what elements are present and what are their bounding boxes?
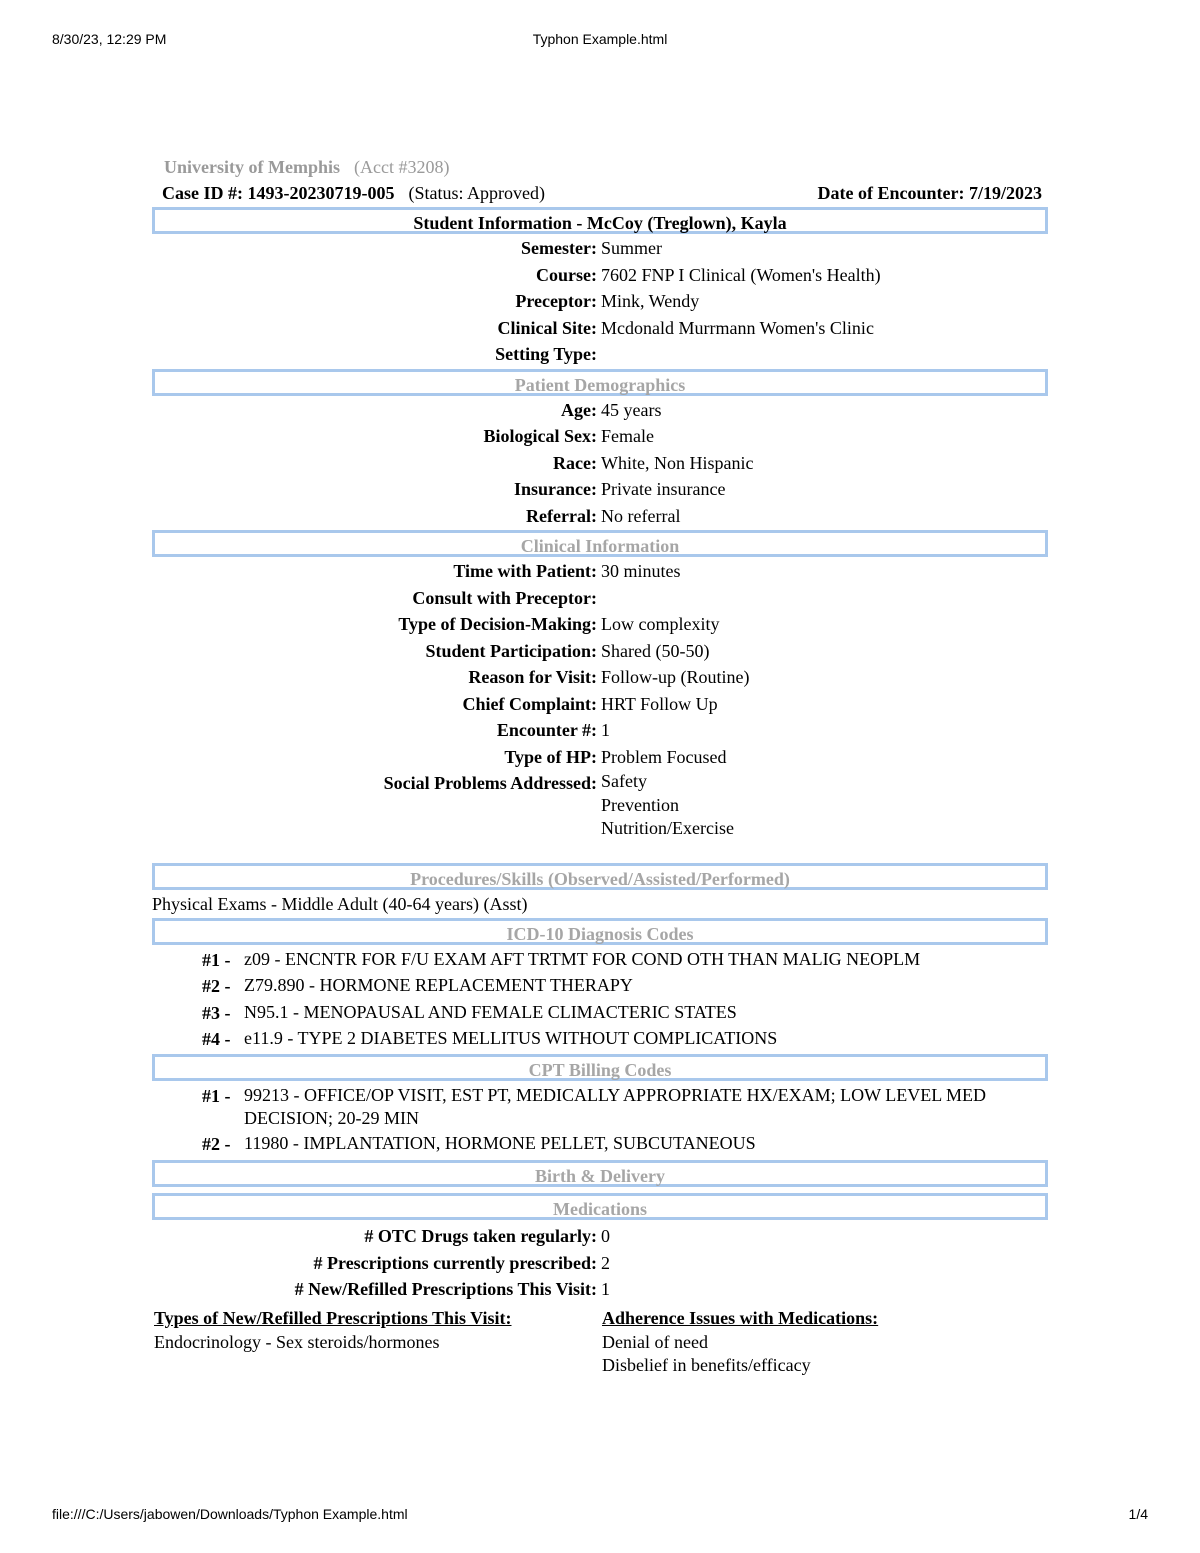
prescription-types-list bbox=[154, 1331, 600, 1355]
procedure-item: Physical Exams - Middle Adult (40-64 years) (Asst) bbox=[152, 893, 528, 914]
field-value: Shared (50-50) bbox=[601, 640, 710, 661]
procedure-items bbox=[152, 891, 1048, 917]
field-value: 0 bbox=[601, 1226, 610, 1246]
field-row bbox=[152, 423, 1048, 450]
field-row bbox=[152, 638, 1048, 665]
cpt-codes bbox=[152, 1082, 1048, 1158]
field-label: Chief Complaint: bbox=[462, 693, 597, 714]
field-label: Consult with Preceptor: bbox=[412, 587, 597, 608]
field-value: Female bbox=[601, 426, 654, 446]
field-label: Preceptor: bbox=[515, 291, 597, 311]
field-label: Reason for Visit: bbox=[468, 667, 597, 687]
code-text: z09 - ENCNTR FOR F/U EXAM AFT TRTMT FOR COND OTH THAN MALIG NEOPLM bbox=[244, 948, 921, 969]
field-value bbox=[601, 585, 1048, 612]
code-number: #2 - bbox=[202, 976, 231, 996]
code-row bbox=[152, 1000, 1048, 1027]
code-text: N95.1 - MENOPAUSAL AND FEMALE CLIMACTERIC STATES bbox=[244, 1001, 737, 1022]
print-header-datetime: 8/30/23, 12:29 PM bbox=[52, 31, 167, 47]
field-row bbox=[152, 450, 1048, 477]
code-row bbox=[152, 1083, 1048, 1131]
student-fields bbox=[152, 235, 1048, 368]
field-row bbox=[152, 476, 1048, 503]
adherence-item: Disbelief in benefits/efficacy bbox=[602, 1355, 811, 1375]
field-value: Mcdonald Murrmann Women's Clinic bbox=[601, 317, 874, 338]
code-row bbox=[152, 1131, 1048, 1158]
field-value: 2 bbox=[601, 1252, 610, 1273]
field-row bbox=[152, 1250, 1048, 1277]
field-row bbox=[152, 288, 1048, 315]
field-label: Type of HP: bbox=[504, 746, 597, 767]
field-row bbox=[152, 262, 1048, 289]
code-number: #2 - bbox=[202, 1133, 231, 1154]
field-label: Type of Decision-Making: bbox=[398, 614, 597, 634]
code-text: 11980 - IMPLANTATION, HORMONE PELLET, SUBCUTANEOUS bbox=[244, 1132, 756, 1153]
demographics-fields bbox=[152, 397, 1048, 530]
field-row bbox=[152, 1276, 1048, 1303]
code-number: #1 - bbox=[202, 949, 231, 970]
code-row bbox=[152, 1026, 1048, 1053]
field-value: 1 bbox=[601, 1279, 610, 1299]
field-value: Low complexity bbox=[601, 614, 720, 634]
adherence-heading: Adherence Issues with Medications: bbox=[602, 1307, 879, 1328]
print-footer-page: 1/4 bbox=[1128, 1506, 1148, 1522]
field-label: Encounter #: bbox=[496, 720, 597, 740]
field-value: 30 minutes bbox=[601, 561, 681, 581]
date-of-encounter: Date of Encounter: 7/19/2023 bbox=[817, 183, 1042, 203]
field-row bbox=[152, 503, 1048, 530]
medication-fields bbox=[152, 1221, 1048, 1303]
icd10-codes bbox=[152, 946, 1048, 1053]
clinical-fields bbox=[152, 558, 1048, 770]
field-label: # Prescriptions currently prescribed: bbox=[313, 1252, 597, 1273]
code-text: 99213 - OFFICE/OP VISIT, EST PT, MEDICALLY APPROPRIATE HX/EXAM; LOW LEVEL MED DECISION; 20-29 MIN bbox=[244, 1084, 987, 1128]
field-label: Time with Patient: bbox=[453, 561, 597, 581]
field-value: 7602 FNP I Clinical (Women's Health) bbox=[601, 264, 881, 285]
section-clinical-information: Clinical Information bbox=[152, 530, 1048, 557]
field-row bbox=[152, 315, 1048, 342]
social-problem-item: Nutrition/Exercise bbox=[601, 818, 734, 838]
case-line bbox=[152, 180, 1048, 206]
social-problem-item: Safety bbox=[601, 771, 647, 791]
field-row bbox=[152, 558, 1048, 585]
field-value: Summer bbox=[601, 238, 662, 258]
field-label: # OTC Drugs taken regularly: bbox=[364, 1226, 597, 1246]
field-label: Clinical Site: bbox=[497, 317, 597, 338]
field-row bbox=[152, 397, 1048, 424]
field-value bbox=[601, 341, 1048, 368]
section-student-information: Student Information - McCoy (Treglown), Kayla bbox=[152, 207, 1048, 234]
field-value: HRT Follow Up bbox=[601, 693, 718, 714]
field-label: Biological Sex: bbox=[483, 426, 597, 446]
prescription-types-heading: Types of New/Refilled Prescriptions This Visit: bbox=[154, 1307, 512, 1328]
code-text: e11.9 - TYPE 2 DIABETES MELLITUS WITHOUT COMPLICATIONS bbox=[244, 1028, 778, 1048]
section-birth-delivery: Birth & Delivery bbox=[152, 1160, 1048, 1187]
section-icd10: ICD-10 Diagnosis Codes bbox=[152, 918, 1048, 945]
print-header-title: Typhon Example.html bbox=[532, 31, 668, 47]
adherence-issues bbox=[600, 1305, 1048, 1378]
code-number: #3 - bbox=[202, 1002, 231, 1023]
field-label: Course: bbox=[536, 264, 597, 285]
field-value: White, Non Hispanic bbox=[601, 452, 754, 473]
section-patient-demographics: Patient Demographics bbox=[152, 369, 1048, 396]
social-problems-label: Social Problems Addressed: bbox=[383, 773, 597, 793]
field-label: # New/Refilled Prescriptions This Visit: bbox=[294, 1279, 597, 1299]
institution-line bbox=[152, 154, 1048, 180]
field-label: Referral: bbox=[526, 505, 597, 526]
field-label: Student Participation: bbox=[425, 640, 597, 661]
field-value: No referral bbox=[601, 505, 681, 526]
field-label: Age: bbox=[561, 399, 597, 420]
field-value: Private insurance bbox=[601, 479, 726, 499]
social-problems-row bbox=[152, 770, 1048, 841]
field-row bbox=[152, 1223, 1048, 1250]
adherence-list bbox=[602, 1331, 1048, 1378]
case-report bbox=[152, 154, 1048, 1378]
field-row bbox=[152, 744, 1048, 771]
field-label: Insurance: bbox=[513, 479, 597, 499]
account-number: (Acct #3208) bbox=[353, 157, 450, 177]
field-row bbox=[152, 341, 1048, 368]
field-row bbox=[152, 717, 1048, 744]
field-value: Mink, Wendy bbox=[601, 291, 700, 311]
field-value: 1 bbox=[601, 720, 610, 740]
field-value: 45 years bbox=[601, 399, 662, 420]
field-label: Semester: bbox=[521, 238, 597, 258]
social-problems-values bbox=[601, 770, 1048, 841]
section-procedures: Procedures/Skills (Observed/Assisted/Performed) bbox=[152, 863, 1048, 890]
field-row bbox=[152, 664, 1048, 691]
print-footer-path: file:///C:/Users/jabowen/Downloads/Typhon Example.html bbox=[52, 1506, 408, 1522]
field-row bbox=[152, 235, 1048, 262]
field-label: Setting Type: bbox=[495, 344, 597, 364]
field-value: Follow-up (Routine) bbox=[601, 667, 750, 687]
prescription-type-item: Endocrinology - Sex steroids/hormones bbox=[154, 1331, 440, 1352]
code-row bbox=[152, 947, 1048, 974]
field-row bbox=[152, 585, 1048, 612]
field-row bbox=[152, 691, 1048, 718]
code-number: #1 - bbox=[202, 1085, 231, 1106]
section-medications: Medications bbox=[152, 1193, 1048, 1220]
code-text: Z79.890 - HORMONE REPLACEMENT THERAPY bbox=[244, 975, 633, 995]
social-problem-item: Prevention bbox=[601, 794, 679, 815]
institution-name: University of Memphis bbox=[164, 157, 340, 177]
code-number: #4 - bbox=[202, 1029, 231, 1049]
code-row bbox=[152, 973, 1048, 1000]
field-label: Race: bbox=[553, 452, 597, 473]
section-cpt: CPT Billing Codes bbox=[152, 1054, 1048, 1081]
medication-details bbox=[152, 1305, 1048, 1378]
prescription-types bbox=[152, 1305, 600, 1378]
case-status: (Status: Approved) bbox=[408, 183, 545, 203]
field-value: Problem Focused bbox=[601, 746, 727, 767]
field-row bbox=[152, 611, 1048, 638]
case-id: Case ID #: 1493-20230719-005 bbox=[162, 183, 395, 203]
adherence-item: Denial of need bbox=[602, 1331, 708, 1352]
